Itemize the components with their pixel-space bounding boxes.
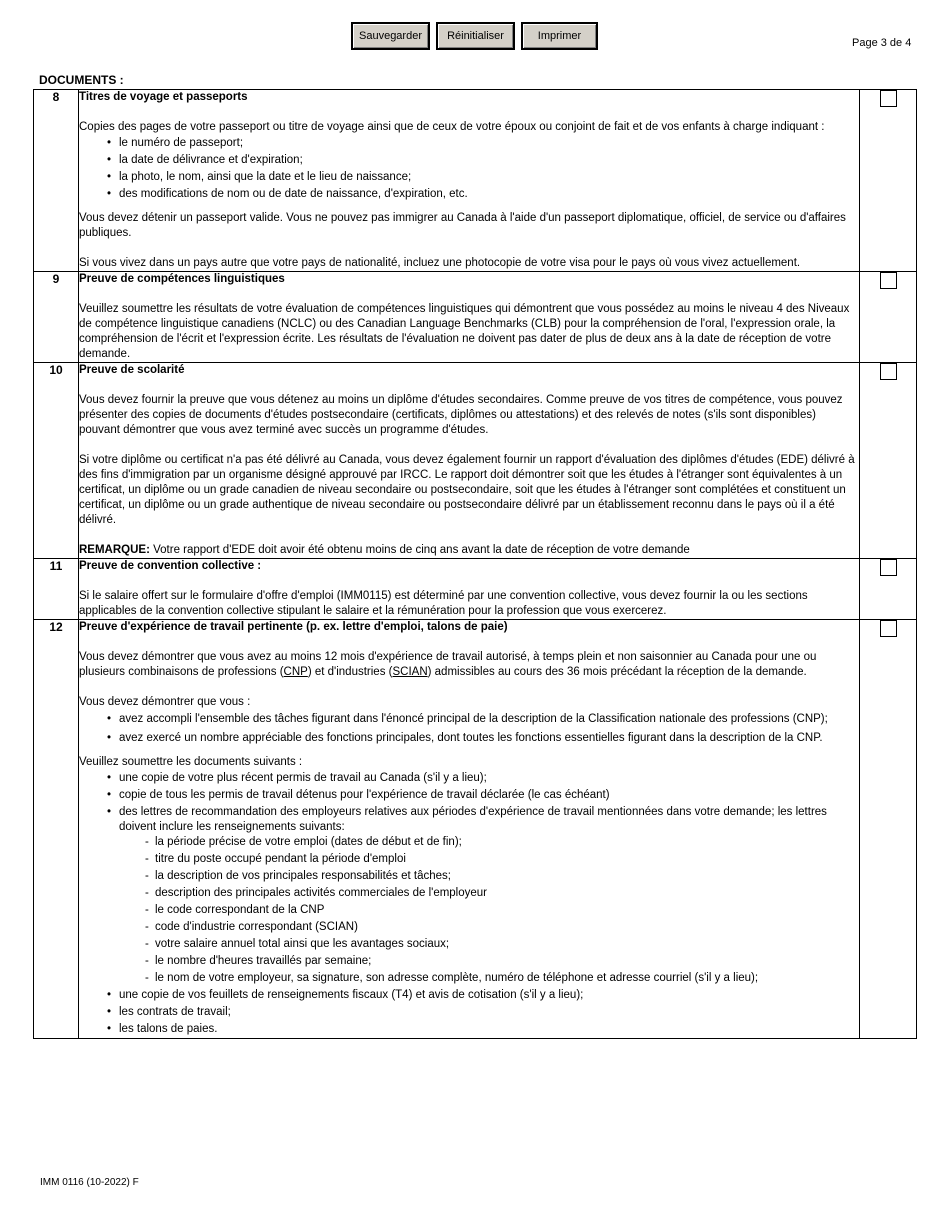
- list-item: • une copie de vos feuillets de renseignements fiscaux (T4) et avis de cotisation (s'il y a lieu);: [107, 988, 859, 1003]
- row-title: Preuve de compétences linguistiques: [79, 273, 285, 285]
- note: [79, 543, 859, 558]
- row-content: [79, 620, 860, 1039]
- list-item: [107, 805, 859, 986]
- cnp-abbreviation: CNP: [283, 666, 308, 678]
- text: Vous devez démontrer que vous avez au moins 12 mois d'expérience de travail autorisé, à temps plein et non saisonnier au Canada pour une ou plusieurs combinaisons de professions (: [79, 651, 817, 678]
- list-item-text: des lettres de recommandation des employeurs relatives aux périodes d'expérience de travail mentionnées dans votre demande; les lettres doivent inclure les renseignements suivants:: [119, 806, 827, 833]
- paragraph: Veuillez soumettre les documents suivants :: [79, 756, 303, 768]
- sub-list-item: - titre du poste occupé pendant la période d'emploi: [145, 852, 859, 867]
- paragraph: Vous devez démontrer que vous :: [79, 696, 251, 708]
- row-number: 10: [34, 363, 79, 559]
- sub-list-item: - code d'industrie correspondant (SCIAN): [145, 920, 859, 935]
- checkbox-collective-agreement[interactable]: [880, 559, 897, 576]
- list-item: • le numéro de passeport;: [107, 136, 859, 151]
- print-button[interactable]: Imprimer: [521, 22, 598, 50]
- row-number: 8: [34, 90, 79, 272]
- checkbox-cell: [860, 559, 917, 620]
- documents-table: [33, 89, 917, 1039]
- bullet-list: [79, 712, 859, 746]
- reset-button[interactable]: Réinitialiser: [436, 22, 515, 50]
- sub-list-item: - le nom de votre employeur, sa signature, son adresse complète, numéro de téléphone et adresse courriel (s'il y a lieu);: [145, 971, 859, 986]
- list-item: • les contrats de travail;: [107, 1005, 859, 1020]
- row-content: [79, 90, 860, 272]
- table-row: [34, 272, 917, 363]
- checkbox-cell: [860, 90, 917, 272]
- list-item: • la date de délivrance et d'expiration;: [107, 153, 859, 168]
- table-row: [34, 620, 917, 1039]
- paragraph: Vous devez détenir un passeport valide. Vous ne pouvez pas immigrer au Canada à l'aide d'un passeport diplomatique, officiel, de service ou d'affaires publiques.: [79, 212, 846, 239]
- note-label: REMARQUE:: [79, 544, 150, 556]
- list-item: • copie de tous les permis de travail détenus pour l'expérience de travail déclarée (le cas échéant): [107, 788, 859, 803]
- checkbox-cell: [860, 620, 917, 1039]
- sub-list-item: - le code correspondant de la CNP: [145, 903, 859, 918]
- row-number: 9: [34, 272, 79, 363]
- table-row: [34, 363, 917, 559]
- checkbox-work-experience[interactable]: [880, 620, 897, 637]
- list-item: • avez accompli l'ensemble des tâches figurant dans l'énoncé principal de la description de la Classification nationale des professions (CNP);: [107, 712, 859, 727]
- paragraph: [79, 650, 859, 680]
- paragraph: Si le salaire offert sur le formulaire d'offre d'emploi (IMM0115) est déterminé par une convention collective, vous devez fournir la ou les sections applicables de la convention collective stipulant le salaire et la rémunération pour la profession que vous exercerez.: [79, 590, 808, 617]
- paragraph: Vous devez fournir la preuve que vous détenez au moins un diplôme d'études secondaires. Comme preuve de vos titres de compétence, vous pouvez présenter des copies de documents d'études postsecondaire (certificats, diplômes ou attestations) et des relevés de notes (s'ils sont disponibles) pouvant démontrer que vous avez terminé avec succès un programme d'études.: [79, 394, 843, 436]
- table-row: [34, 559, 917, 620]
- sub-list: [119, 835, 859, 986]
- list-item: • les talons de paies.: [107, 1022, 859, 1037]
- row-title: Titres de voyage et passeports: [79, 91, 248, 103]
- list-item: • la photo, le nom, ainsi que la date et le lieu de naissance;: [107, 170, 859, 185]
- note-text: Votre rapport d'EDE doit avoir été obtenu moins de cinq ans avant la date de réception de votre demande: [149, 544, 690, 556]
- row-title: Preuve de convention collective :: [79, 560, 262, 572]
- paragraph: Veuillez soumettre les résultats de votre évaluation de compétences linguistiques qui démontrent que vous possédez au moins le niveau 4 des Niveaux de compétence linguistique canadiens (NCLC) ou des Canadian Language Benchmarks (CLB) pour la compréhension de l'oral, l'expression orale, la compréhension de l'écrit et l'expression écrite. Les résultats de l'évaluation ne doivent pas dater de plus de deux ans à la date de réception de votre demande.: [79, 303, 850, 360]
- bullet-list: [79, 136, 859, 202]
- paragraph: Si votre diplôme ou certificat n'a pas été délivré au Canada, vous devez également fournir un rapport d'évaluation des diplômes d'études (EDE) délivré à des fins d'immigration par un organisme désigné approuvé par IRCC. Le rapport doit démontrer soit que les études à l'étranger sont équivalentes à un certificat, un diplôme ou un grade canadien de niveau secondaire ou postsecondaire, soit que les études à l'étranger sont complétées et constituent un certificat, un diplôme ou un grade authentique de niveau secondaire ou postsecondaire délivré par un établissement reconnu dans le pays où il a été délivré.: [79, 454, 855, 526]
- paragraph: Copies des pages de votre passeport ou titre de voyage ainsi que de ceux de votre époux ou conjoint de fait et de vos enfants à charge indiquant :: [79, 121, 825, 133]
- checkbox-cell: [860, 272, 917, 363]
- sub-list-item: - votre salaire annuel total ainsi que les avantages sociaux;: [145, 937, 859, 952]
- checkbox-passports[interactable]: [880, 90, 897, 107]
- table-row: [34, 90, 917, 272]
- row-title: Preuve de scolarité: [79, 364, 185, 376]
- sub-list-item: - la période précise de votre emploi (dates de début et de fin);: [145, 835, 859, 850]
- page-number: Page 3 de 4: [852, 37, 912, 49]
- checkbox-education[interactable]: [880, 363, 897, 380]
- form-code-footer: IMM 0116 (10-2022) F: [40, 1177, 139, 1188]
- checkbox-language[interactable]: [880, 272, 897, 289]
- list-item: • une copie de votre plus récent permis de travail au Canada (s'il y a lieu);: [107, 771, 859, 786]
- save-button[interactable]: Sauvegarder: [351, 22, 430, 50]
- text: ) admissibles au cours des 36 mois précédant la réception de la demande.: [427, 666, 807, 678]
- row-title: Preuve d'expérience de travail pertinente (p. ex. lettre d'emploi, talons de paie): [79, 621, 508, 633]
- row-number: 12: [34, 620, 79, 1039]
- text: ) et d'industries (: [307, 666, 393, 678]
- checkbox-cell: [860, 363, 917, 559]
- list-item: • avez exercé un nombre appréciable des fonctions principales, dont toutes les fonctions essentielles figurant dans la description de la CNP.: [107, 731, 859, 746]
- scian-abbreviation: SCIAN: [392, 666, 428, 678]
- row-content: [79, 363, 860, 559]
- row-content: [79, 272, 860, 363]
- paragraph: Si vous vivez dans un pays autre que votre pays de nationalité, incluez une photocopie de votre visa pour le pays où vous vivez actuellement.: [79, 257, 801, 269]
- section-title: DOCUMENTS :: [39, 73, 124, 87]
- bullet-list: [79, 771, 859, 1037]
- list-item: • des modifications de nom ou de date de naissance, d'expiration, etc.: [107, 187, 859, 202]
- sub-list-item: - la description de vos principales responsabilités et tâches;: [145, 869, 859, 884]
- sub-list-item: - le nombre d'heures travaillés par semaine;: [145, 954, 859, 969]
- row-number: 11: [34, 559, 79, 620]
- sub-list-item: - description des principales activités commerciales de l'employeur: [145, 886, 859, 901]
- row-content: [79, 559, 860, 620]
